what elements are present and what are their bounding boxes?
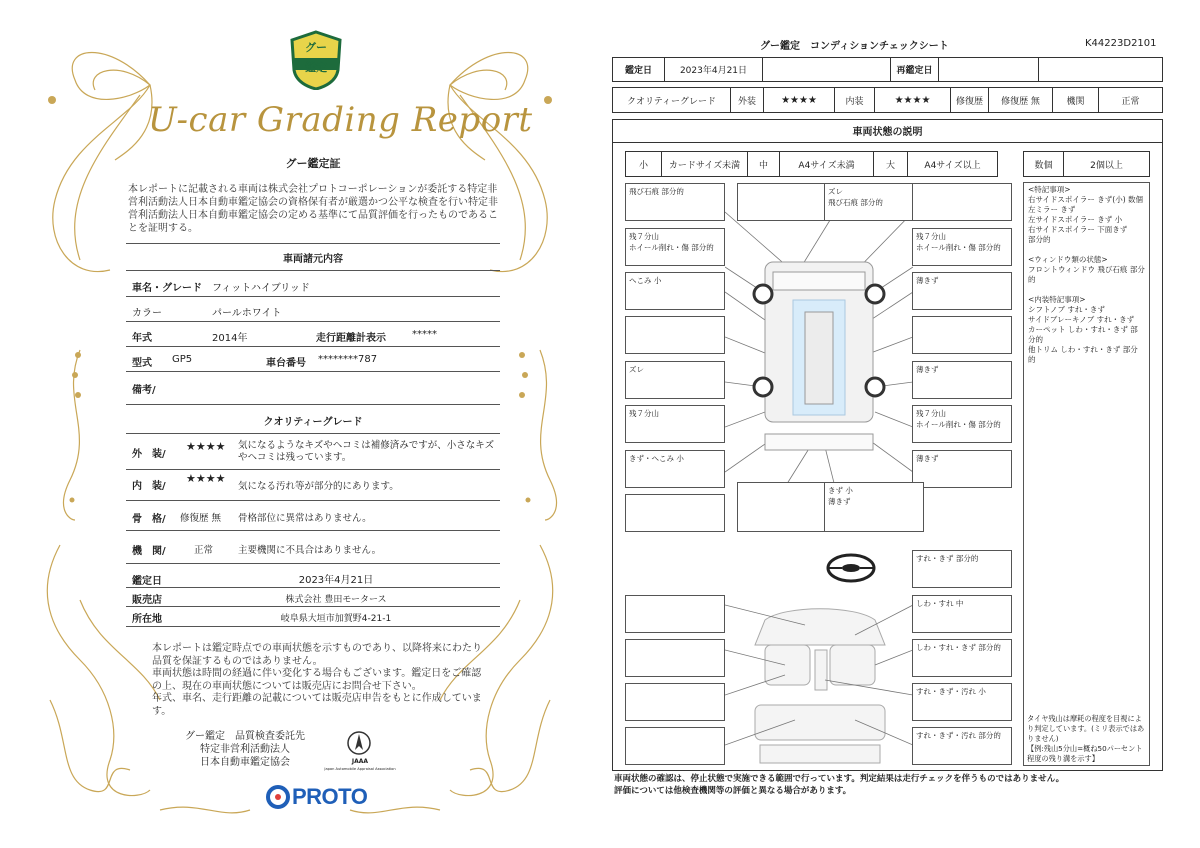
grade-interior-label: 内装 — [835, 88, 875, 112]
legend-small-desc: カードサイズ未満 — [662, 152, 748, 176]
reappraisal-label: 再鑑定日 — [891, 58, 939, 81]
goo-kantei-logo — [288, 30, 344, 90]
jaaa-subtext: Japan Automobile Appraisal Association — [324, 767, 396, 771]
ext-note-r2: 薄きず — [912, 272, 1012, 310]
color-value: パールホワイト — [212, 308, 282, 319]
ext-note-top-mid: ズレ 飛び石痕 部分的 — [824, 183, 924, 221]
car-name-label: 車名・グレード — [132, 283, 202, 294]
legend-large-desc: A4サイズ以上 — [924, 160, 981, 171]
int-note-3: すれ・きず・汚れ 小 — [912, 683, 1012, 721]
grade-repair-value: 修復歴 無 — [989, 88, 1053, 112]
ext-note-top-left: 飛び石痕 部分的 — [625, 183, 725, 221]
frame-label: 骨 格/ — [132, 514, 166, 525]
special-notes: <特記事項> 右サイドスポイラー きず(小) 数個 左ミラー きず 左サイドスポイラー きず 小 右サイドスポイラー 下面きず 部分的 <ウィンドウ類の状態> フロントウィンドウ 飛び石痕 部分的 <内装特記事項> シフトノブ すれ・きず サイドブレーキノブ すれ・きず カーペット しわ・すれ・きず 部分的 他トリム しわ・すれ・きず 部分的 — [1023, 182, 1150, 766]
date-row — [612, 57, 1163, 82]
model-label: 型式 — [132, 358, 152, 369]
legend-medium: 中 — [748, 152, 780, 176]
int-note-1: しわ・すれ 中 — [912, 595, 1012, 633]
int-note-steering: すれ・きず 部分的 — [912, 550, 1012, 588]
legend-small: 小 — [626, 152, 662, 176]
grade-row — [612, 87, 1163, 113]
committee-line-2: 特定非営利活動法人 — [200, 744, 290, 755]
section-title: 車両状態の説明 — [612, 119, 1163, 143]
interior-label: 内 装/ — [132, 481, 166, 492]
car-name-value: フィットハイブリッド — [212, 283, 310, 294]
count-legend — [1023, 151, 1150, 177]
spec-title: 車両諸元内容 — [283, 254, 343, 265]
ext-note-r6: 薄きず — [912, 450, 1012, 488]
logo-text: グー 鑑定 — [305, 41, 327, 74]
appraisal-date-value: 2023年4月21日 — [298, 575, 374, 586]
date-label: 鑑定日 — [613, 58, 665, 81]
dealer-value: 株式会社 豊田モータース — [285, 595, 387, 605]
legend-medium-desc: A4サイズ未満 — [780, 152, 874, 176]
year-value: 2014年 — [212, 333, 248, 344]
mileage-value: ***** — [412, 329, 437, 340]
jaaa-logo — [320, 730, 400, 778]
cert-body: 本レポートに記載される車両は株式会社プロトコーポレーションが委託する特定非営利活動法人日本自動車鑑定協会の資格保有者が厳選かつ公平な検査を行い特定非営利活動法人日本自動車鑑定協会の定める基準にて品質評価を行ったものであることを証明する。 — [128, 184, 498, 234]
grade-interior-stars: ★★★★ — [875, 88, 951, 112]
footer-note-1: 車両状態の確認は、停止状態で実施できる範囲で行っています。判定結果は走行チェックを伴うものではありません。 — [614, 774, 1065, 784]
sheet-code: K44223D2101 — [1085, 38, 1157, 49]
date-value: 2023年4月21日 — [665, 58, 763, 81]
appraisal-date-label: 鑑定日 — [132, 576, 162, 587]
int-note-4: すれ・きず・汚れ 部分的 — [912, 727, 1012, 765]
proto-logo — [266, 784, 367, 810]
exterior-label: 外 装/ — [132, 449, 166, 460]
frame-value: 修復歴 無 — [180, 513, 222, 524]
model-value: GP5 — [172, 354, 193, 365]
jaaa-text: JAAA — [351, 758, 369, 765]
committee-block — [180, 730, 310, 769]
mileage-label: 走行距離計表示 — [316, 333, 386, 344]
committee-line-3: 日本自動車鑑定協会 — [200, 757, 290, 768]
chassis-label: 車台番号 — [266, 358, 306, 369]
sheet-title: グー鑑定 コンディションチェックシート — [760, 41, 949, 52]
ext-note-l1: 残７分山 ホイール削れ・傷 部分的 — [625, 228, 725, 266]
legend-large: 大 — [874, 152, 908, 176]
ext-note-bottom-mid: きず 小 薄きず — [824, 482, 924, 532]
proto-wordmark: PROTO — [292, 784, 368, 809]
frame-text: 骨格部位に異常はありません。 — [238, 513, 372, 524]
interior-text: 気になる汚れ等が部分的にあります。 — [238, 481, 399, 492]
steering-wheel-icon — [826, 553, 876, 583]
ext-note-r4: 薄きず — [912, 361, 1012, 399]
int-note-2: しわ・すれ・きず 部分的 — [912, 639, 1012, 677]
chassis-value: ********787 — [318, 354, 378, 365]
footer-note-2: 評価については他検査機関等の評価と異なる場合があります。 — [614, 786, 852, 796]
grade-exterior-stars: ★★★★ — [764, 88, 835, 112]
proto-mark-icon — [266, 785, 290, 809]
legend-count-desc: 2個以上 — [1090, 160, 1123, 171]
committee-line-1: グー鑑定 品質検査委託先 — [185, 731, 305, 742]
grade-exterior-label: 外装 — [731, 88, 764, 112]
engine-value: 正常 — [194, 545, 214, 556]
ext-note-l2: へこみ 小 — [625, 272, 725, 310]
size-legend — [625, 151, 998, 177]
exterior-stars: ★★★★ — [186, 440, 226, 453]
engine-label: 機 関/ — [132, 546, 166, 557]
tire-note: タイヤ残山は摩耗の程度を目視により判定しています。(ミリ表示ではありません) 【例:残山5分山=概ね50パーセント程度の残り溝を示す】 — [1027, 714, 1145, 763]
grade-repair-label: 修復歴 — [951, 88, 989, 112]
legend-count: 数個 — [1024, 152, 1064, 176]
interior-stars: ★★★★ — [186, 472, 226, 485]
color-label: カラー — [132, 308, 162, 319]
year-label: 年式 — [132, 333, 152, 344]
location-value: 岐阜県大垣市加賀野4-21-1 — [280, 614, 392, 624]
grade-quality-label: クオリティーグレード — [613, 88, 731, 112]
location-label: 所在地 — [132, 614, 162, 625]
exterior-text: 気になるようなキズやヘコミは補修済みですが、小さなキズやヘコミは残っています。 — [238, 440, 495, 463]
dealer-label: 販売店 — [132, 595, 162, 606]
grade-engine-label: 機関 — [1053, 88, 1099, 112]
report-title: U-car Grading Report — [148, 100, 533, 140]
quality-title: クオリティーグレード — [263, 417, 363, 428]
cert-title: グー鑑定証 — [285, 157, 341, 170]
ext-note-r1: 残７分山 ホイール削れ・傷 部分的 — [912, 228, 1012, 266]
car-interior-diagram — [725, 595, 913, 765]
ext-note-l5: 残７分山 — [625, 405, 725, 443]
ext-note-r5: 残７分山 ホイール削れ・傷 部分的 — [912, 405, 1012, 443]
engine-text: 主要機関に不具合はありません。 — [238, 545, 382, 556]
grade-engine-value: 正常 — [1121, 96, 1140, 107]
disclaimer-notes: 本レポートは鑑定時点での車両状態を示すものであり、以降将来にわたり品質を保証するものではありません。 車両状態は時間の経過に伴い変化する場合もございます。鑑定日をご確認の上、現在の車両状態については販売店にお問合せ下さい。 年式、車名、走行距離の記載については販売店申告をもとに作成しています。 — [152, 643, 482, 717]
ext-note-l6: きず・へこみ 小 — [625, 450, 725, 488]
ext-note-l4: ズレ — [625, 361, 725, 399]
remarks-label: 備考/ — [132, 385, 156, 396]
